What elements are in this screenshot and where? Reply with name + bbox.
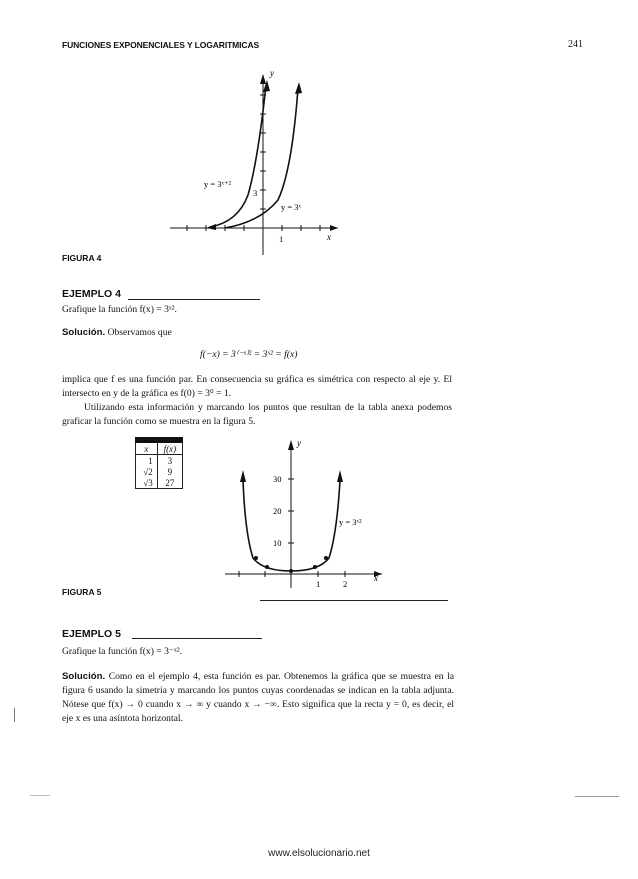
curve-3-x-plus-2 — [210, 85, 266, 227]
curve-left-arrow — [240, 470, 246, 482]
figure-5-caption: FIGURA 5 — [62, 587, 102, 597]
table-row: √2 9 — [136, 466, 183, 477]
x-axis-arrow — [330, 225, 338, 231]
solution-label: Solución. — [62, 671, 106, 682]
fig4-x-label: x — [327, 232, 331, 242]
fig5-tick-10: 10 — [273, 538, 282, 548]
figure-4-graph — [170, 60, 350, 260]
ejemplo-4-paragraph-1: implica que f es una función par. En consecuencia su gráfica es simétrica con respecto al eje y. El intersecto en y de la gráfica es f(0) = 3⁰ = 1. — [62, 374, 452, 399]
symmetry-equation: f(−x) = 3⁽⁻ˣ⁾² = 3ˣ² = f(x) — [200, 349, 298, 360]
curve2-arrow — [295, 82, 302, 94]
figure-4-caption: FIGURA 4 — [62, 253, 102, 263]
table-header-x: x — [136, 443, 158, 455]
table-row: 1 3 — [136, 455, 183, 467]
figure-5-separator — [260, 600, 448, 601]
ejemplo-5-rule — [132, 638, 262, 639]
fig5-tick-30: 30 — [273, 474, 282, 484]
table-header-fx: f(x) — [163, 443, 177, 454]
ejemplo-5-prompt: Grafique la función f(x) = 3⁻ˣ². — [62, 646, 183, 657]
page-number: 241 — [568, 39, 583, 50]
running-header-title: FUNCIONES EXPONENCIALES Y LOGARITMICAS — [62, 40, 260, 50]
scan-mark — [575, 796, 619, 797]
table-row: √3 27 — [136, 477, 183, 489]
footer-website-link[interactable]: www.elsolucionario.net — [268, 848, 370, 859]
ejemplo-4-paragraph-2: Utilizando esta información y marcando los puntos que resultan de la tabla anexa podemos graficar la función como se muestra en la figura 5. — [62, 402, 452, 427]
fig5-y-label: y — [297, 438, 301, 448]
ejemplo-5-solution-text: Como en el ejemplo 4, esta función es par. Obtenemos la gráfica que se muestra en la figura 6 usando la simetría y marcando los puntos cuyas coordenadas se indican en la tabla adjunta. Nótese que f(x) → 0 cuando x → ∞ y cuando x → −∞. Esto significa que la recta y = 0, es decir, el eje x es una asíntota horizontal. — [62, 671, 454, 724]
y-axis-arrow — [288, 440, 294, 450]
fig4-curve2-label: y = 3ˣ — [281, 202, 302, 212]
ejemplo-5-solution — [62, 670, 454, 726]
curve1-left-arrow — [206, 224, 216, 230]
scan-mark — [14, 708, 15, 722]
fig5-tick-2: 2 — [343, 579, 348, 588]
fig4-tick-3: 3 — [253, 188, 258, 198]
fig4-curve1-label: y = 3ˣ⁺² — [204, 179, 232, 189]
scan-mark — [30, 795, 50, 796]
ejemplo-5-title: EJEMPLO 5 — [62, 628, 121, 640]
solution-label: Solución. — [62, 327, 106, 338]
ejemplo-4-title: EJEMPLO 4 — [62, 288, 121, 300]
fig4-y-label: y — [270, 68, 274, 78]
ejemplo-4-prompt: Grafique la función f(x) = 3ˣ². — [62, 304, 177, 315]
solution-intro: Observamos que — [107, 327, 172, 338]
ejemplo-4-rule — [128, 299, 260, 300]
fig5-tick-1: 1 — [316, 579, 321, 588]
fig5-tick-20: 20 — [273, 506, 282, 516]
ejemplo-4-solution — [62, 326, 452, 340]
curve-right-arrow — [337, 470, 343, 482]
value-table — [135, 437, 183, 489]
y-axis-arrow — [260, 74, 266, 84]
fig4-tick-1: 1 — [279, 234, 284, 244]
fig5-x-label: x — [374, 573, 378, 583]
fig5-curve-label: y = 3ˣ² — [339, 517, 362, 527]
figure-5-graph — [225, 438, 395, 588]
